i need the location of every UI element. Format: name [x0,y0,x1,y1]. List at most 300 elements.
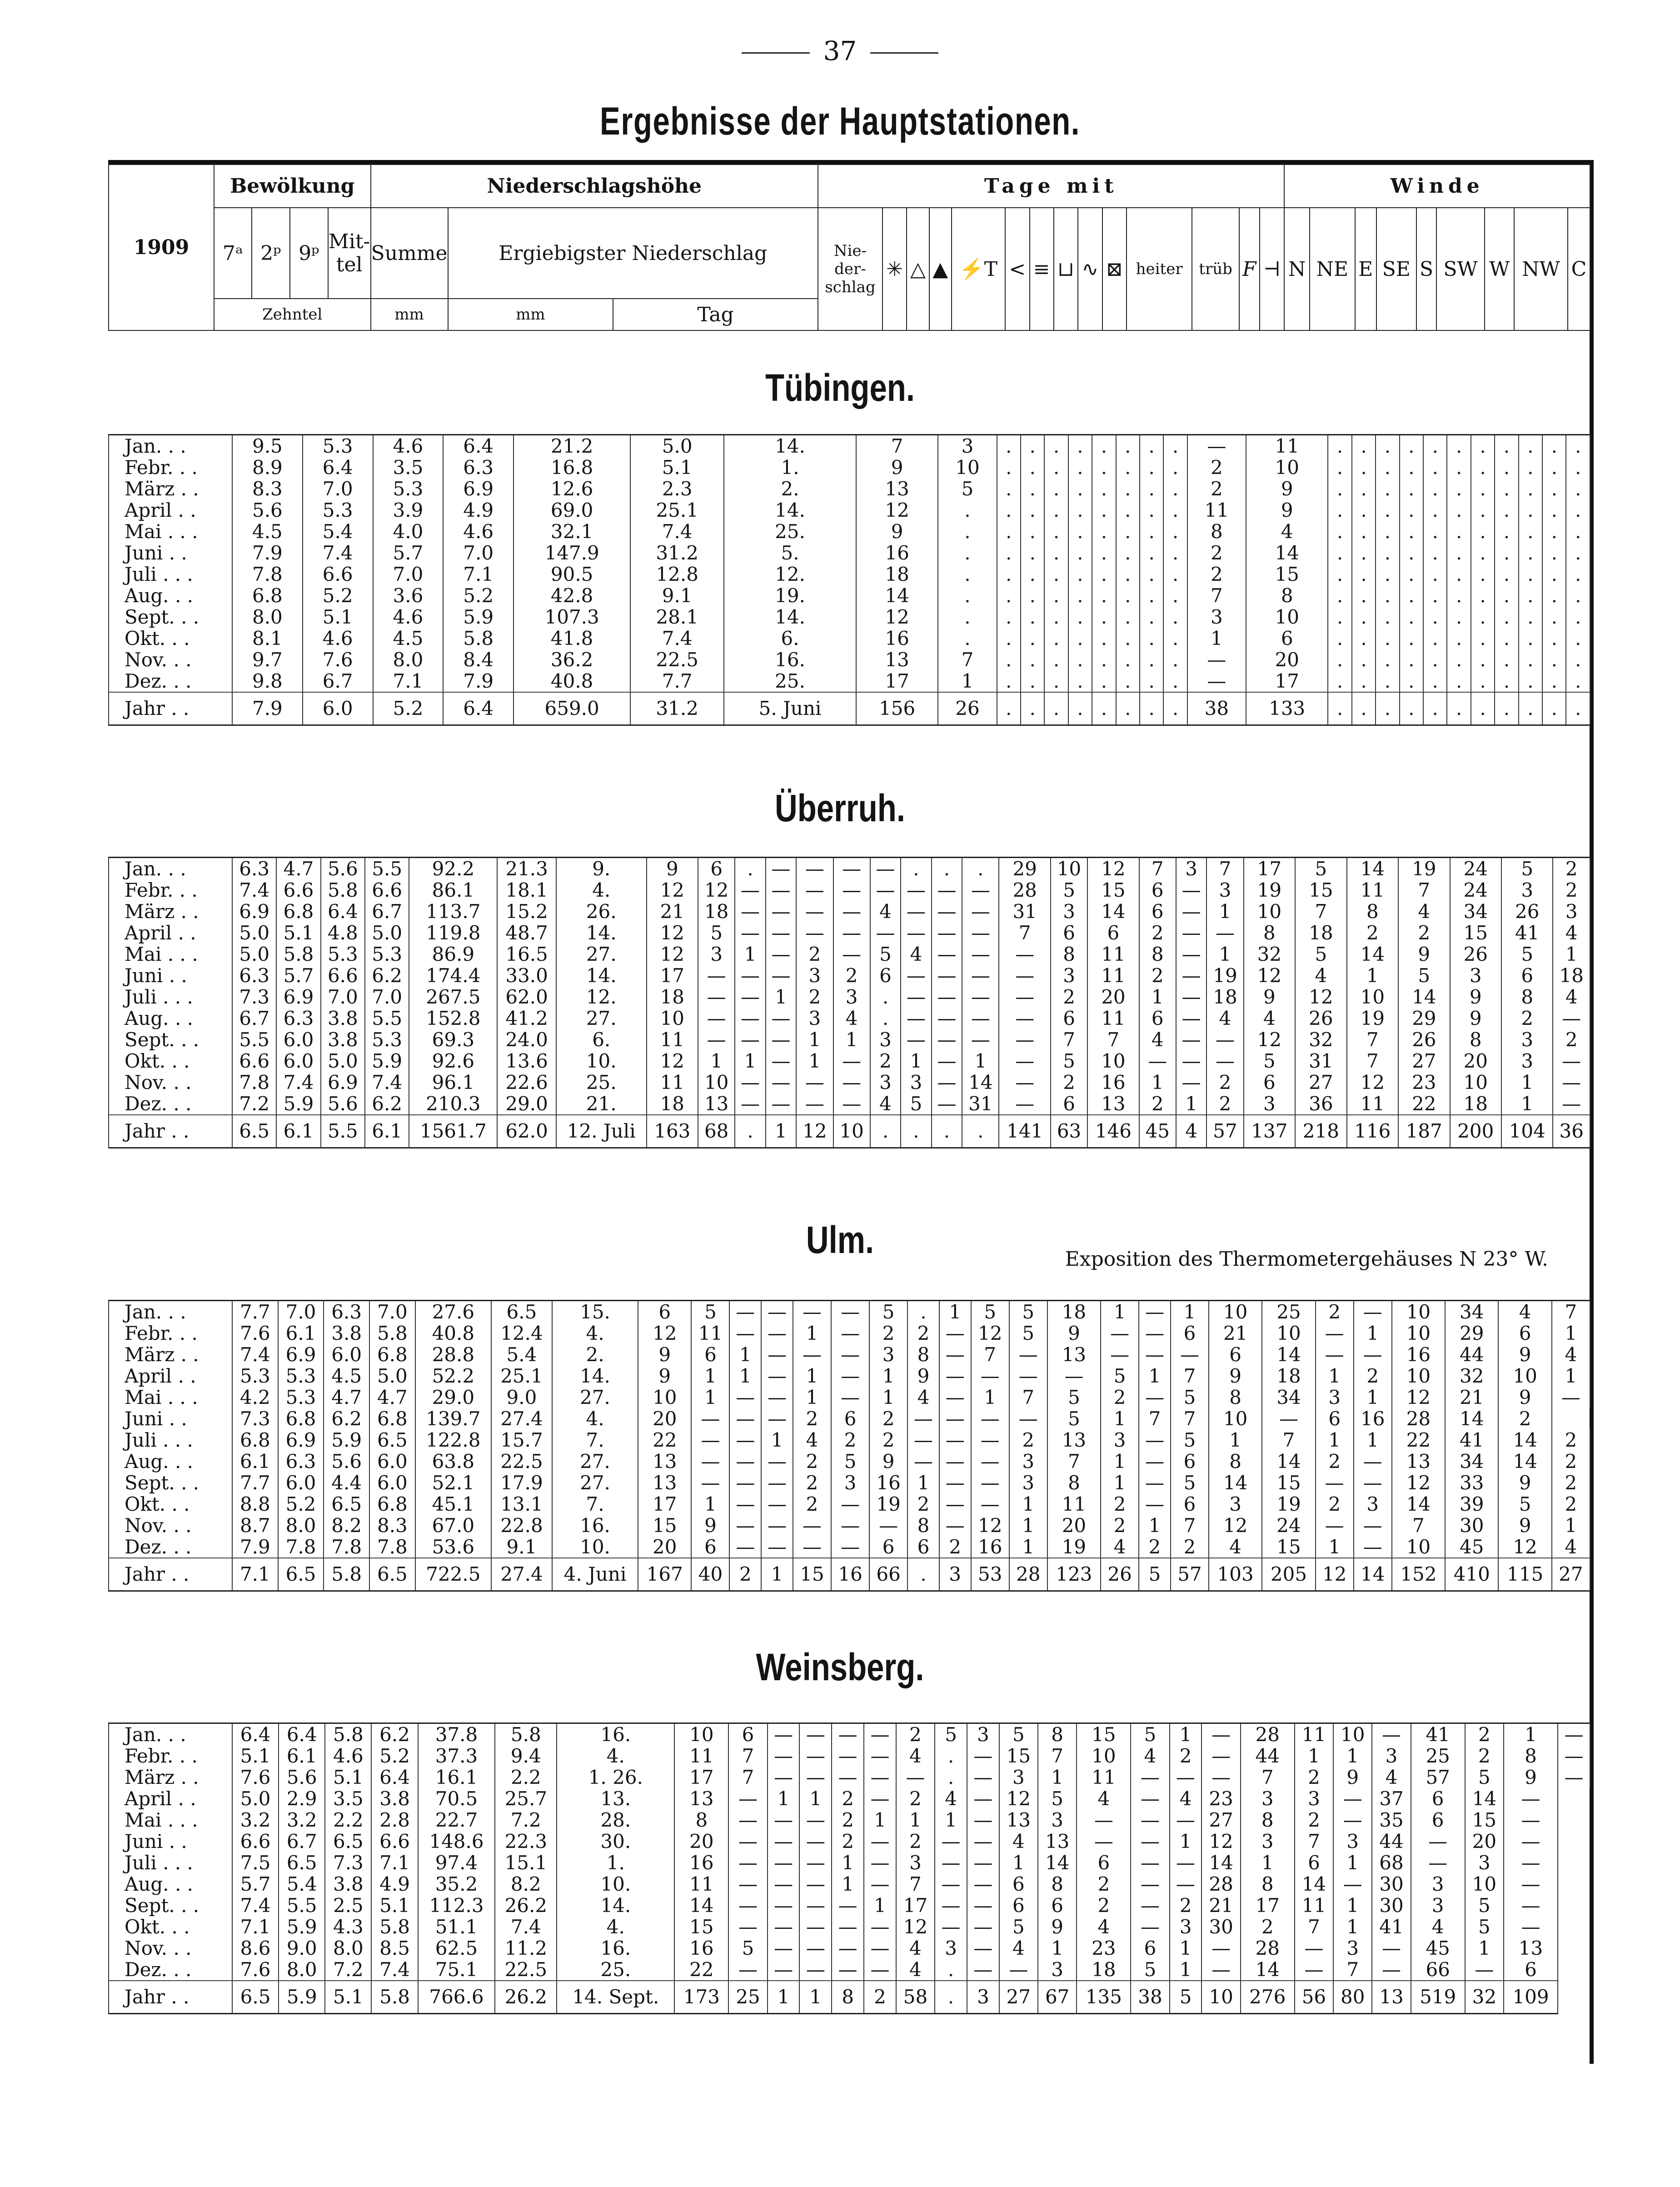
table-cell: . [1163,435,1187,457]
table-cell: 3 [1170,1916,1202,1937]
table-cell: 12.4 [491,1323,552,1344]
table-cell: 31.2 [630,692,724,725]
table-cell: 5.8 [276,944,320,965]
table-cell: 6 [691,1344,729,1365]
table-cell: 3 [1295,1788,1333,1809]
table-cell: 2 [793,1408,831,1429]
table-cell: 2. [724,478,856,499]
table-cell: — [1552,1387,1590,1408]
table-cell: 1561.7 [409,1115,497,1148]
table-cell: 1 [962,1050,999,1072]
table-cell: 17 [896,1895,935,1916]
table-cell: . [1519,606,1542,628]
table-cell: 1 [1465,1937,1504,1959]
table-cell: 4 [793,1429,831,1451]
table-cell: 2 [729,1558,761,1591]
table-cell: . [1519,478,1542,499]
table-cell: 5.5 [232,1029,276,1050]
table-cell: — [1553,1093,1590,1115]
table-cell: . [1519,435,1542,457]
table-cell: 14. [724,606,856,628]
table-cell: 1 [1206,944,1243,965]
month-label: Mai . . . [109,521,232,542]
table-cell: — [999,1008,1050,1029]
table-cell: . [1116,564,1140,585]
table-cell: — [729,1387,761,1408]
table-cell: 1 [1101,1451,1139,1472]
month-label: April . . [109,499,232,521]
table-cell: 22.6 [497,1072,556,1093]
table-cell: 1 [864,1895,896,1916]
table-cell: 12. Juli [556,1115,647,1148]
table-cell: 13.6 [497,1050,556,1072]
table-cell: . [1566,542,1590,564]
table-cell: — [768,1723,800,1746]
table-cell: . [1400,692,1423,725]
table-cell: 41.8 [513,628,630,649]
table-cell: — [1295,1937,1333,1959]
table-cell: 1 [1101,1301,1139,1323]
table-cell: 5 [1501,944,1553,965]
table-cell: 267.5 [409,986,497,1008]
month-label: Nov. . . [109,1937,232,1959]
table-cell: 10 [1392,1323,1445,1344]
table-cell: 4. [552,1323,638,1344]
table-cell: 1 [1333,1895,1372,1916]
table-cell: 1 [1333,1745,1372,1767]
table-cell: 6.5 [232,1981,279,2014]
table-cell: . [1352,542,1376,564]
table-cell: 7.0 [443,542,513,564]
table-cell: — [728,1809,767,1831]
table-cell: . [1376,521,1399,542]
table-cell: — [728,1788,767,1809]
table-cell: 10. [557,1873,674,1895]
table-cell: . [1068,478,1092,499]
table-cell: 6 [1504,1959,1558,1981]
table-cell: . [1519,542,1542,564]
table-cell: 4 [833,1008,870,1029]
table-cell: — [833,1050,870,1072]
station-title-weinsberg: Weinsberg. [756,1646,924,1688]
table-cell: . [1542,457,1566,478]
table-cell: 9 [869,1451,907,1472]
table-cell: — [833,879,870,901]
table-cell: 86.1 [409,879,497,901]
table-cell: 2 [1498,1408,1551,1429]
table-cell: 4.6 [325,1745,371,1767]
table-cell: 9 [1450,1008,1501,1029]
table-cell: 40.8 [513,670,630,692]
table-cell: 26.2 [495,1895,557,1916]
table-cell: — [1206,1029,1243,1050]
table-cell: — [768,1873,800,1895]
table-row [109,1723,1590,1746]
table-cell: 1. 26. [557,1767,674,1788]
table-cell: . [1092,692,1116,725]
table-cell: . [997,585,1021,606]
table-cell: 1 [901,1050,931,1072]
table-cell: — [799,1873,832,1895]
table-cell: 10. [552,1536,638,1558]
table-row [109,521,1590,542]
table-cell: 6.4 [443,692,513,725]
table-cell: — [698,1029,735,1050]
table-cell: 15 [1262,1536,1315,1558]
table-cell: 6.8 [232,1429,278,1451]
table-cell: . [1400,435,1423,457]
table-cell: 152 [1392,1558,1445,1591]
table-cell: . [1400,478,1423,499]
table-cell: 11 [647,1072,698,1093]
table-cell: . [1423,521,1447,542]
table-cell: . [1495,478,1518,499]
table-cell: . [1021,435,1044,457]
table-cell: 5 [1398,965,1450,986]
table-cell: 5 [1131,1959,1169,1981]
table-cell: — [1139,1493,1171,1515]
table-cell: 10 [1087,1050,1139,1072]
table-cell: 6 [728,1723,767,1746]
table-cell: 8 [674,1809,728,1831]
table-cell: 2 [1553,858,1590,880]
table-cell: . [1400,628,1423,649]
table-cell: 12. [556,986,647,1008]
table-cell: — [735,965,765,986]
table-cell: 1 [1501,1072,1553,1093]
table-cell: — [935,1831,967,1852]
table-cell: 38 [1131,1981,1169,2014]
table-cell: 2.5 [325,1895,371,1916]
month-label: Juli . . . [109,986,232,1008]
table-cell: — [864,1852,896,1873]
table-cell: 5.5 [321,1115,365,1148]
table-cell: — [761,1515,793,1536]
table-cell: . [1140,478,1163,499]
table-cell: 1 [735,1050,765,1072]
table-cell: 2 [1170,1745,1202,1767]
table-cell: 6.9 [232,901,276,922]
table-cell: . [1423,499,1447,521]
table-cell: 8 [907,1515,939,1536]
table-cell: — [939,1408,971,1429]
table-cell: 6.6 [276,879,320,901]
table-cell: — [932,922,962,944]
table-cell: 5.8 [371,1916,418,1937]
table-cell: 5 [869,1301,907,1323]
month-label: April . . [109,922,232,944]
table-cell: 5 [999,1916,1038,1937]
table-cell: . [997,435,1021,457]
table-cell: 7.0 [365,986,409,1008]
month-label: Jan. . . [109,1723,232,1746]
table-cell: . [1376,649,1399,670]
table-cell: 4 [1209,1536,1262,1558]
table-cell: — [831,1301,869,1323]
table-cell: 12 [1087,858,1139,880]
table-cell: 4.7 [369,1387,415,1408]
table-cell: — [1176,901,1206,922]
table-cell: 22 [1392,1429,1445,1451]
table-cell: 68 [698,1115,735,1148]
table-cell: . [1163,649,1187,670]
table-cell: 5 [1009,1323,1047,1344]
table-cell: 16. [724,649,856,670]
table-cell: 5.3 [365,944,409,965]
table-cell: 9 [856,521,938,542]
table-cell: 22.5 [495,1959,557,1981]
table-cell: 7 [1347,1050,1398,1072]
table-cell: 10 [1392,1536,1445,1558]
table-cell: 12 [647,944,698,965]
table-cell: 6.9 [276,986,320,1008]
table-cell: 27.4 [491,1558,552,1591]
table-cell: 9 [691,1515,729,1536]
table-cell: 17 [1241,1895,1295,1916]
table-cell: — [766,1072,796,1093]
table-cell: — [1170,1767,1202,1788]
table-cell: 7 [971,1344,1009,1365]
table-cell: 200 [1450,1115,1501,1148]
table-cell: — [832,1959,864,1981]
table-cell: . [1495,606,1518,628]
table-cell: . [938,606,997,628]
table-cell: 1. [557,1852,674,1873]
month-label: Jan. . . [109,1301,232,1323]
table-cell: 23 [1077,1937,1131,1959]
table-cell: 4 [870,1093,901,1115]
table-cell: 29 [1445,1323,1498,1344]
table-cell: — [1101,1323,1139,1344]
table-cell: 6 [1051,1093,1087,1115]
table-cell: 15 [1077,1723,1131,1746]
table-cell: 12 [999,1788,1038,1809]
table-cell: 15.2 [497,901,556,922]
table-cell: 5.3 [278,1365,324,1387]
table-cell: 1 [761,1558,793,1591]
table-cell: 6.4 [303,457,373,478]
table-cell: 37.8 [418,1723,495,1746]
table-cell: 11 [1246,435,1328,457]
table-cell: 4.8 [321,922,365,944]
table-cell: 5 [935,1723,967,1746]
table-cell: 18 [1047,1301,1101,1323]
table-cell: 5.8 [325,1723,371,1746]
table-cell: 21.2 [513,435,630,457]
table-cell: 8 [1139,944,1176,965]
table-cell: 6.3 [324,1301,369,1323]
table-cell: — [796,858,833,880]
table-cell: 2 [896,1788,935,1809]
table-cell: — [1201,1959,1240,1981]
table-cell: 5.1 [630,457,724,478]
table-cell: 4.2 [232,1387,278,1408]
table-cell: 30. [557,1831,674,1852]
table-cell: 2 [1101,1387,1139,1408]
table-cell: — [761,1301,793,1323]
table-cell: 1 [1354,1429,1392,1451]
table-cell: 4.6 [373,435,444,457]
table-cell: . [1566,499,1590,521]
table-cell: 6.6 [232,1050,276,1072]
table-cell: — [735,1029,765,1050]
table-cell: 29.0 [497,1093,556,1115]
table-cell: . [1328,649,1351,670]
table-cell: . [1092,585,1116,606]
table-row [109,1873,1590,1895]
table-cell: 6.0 [303,692,373,725]
table-cell: 6 [1038,1895,1077,1916]
table-cell: . [1163,670,1187,692]
table-cell: . [932,1115,962,1148]
table-cell: 32 [1295,1029,1346,1050]
table-cell: 13 [1047,1429,1101,1451]
month-label: Mai . . . [109,944,232,965]
table-cell: 7. [552,1429,638,1451]
table-row [109,879,1590,901]
table-cell: 1 [869,1365,907,1387]
table-cell: 14 [1347,858,1398,880]
month-label: Aug. . . [109,1451,232,1472]
table-cell: 28.8 [415,1344,491,1365]
table-cell: . [1068,670,1092,692]
table-cell: — [793,1344,831,1365]
table-cell: . [1447,585,1471,606]
table-cell: — [761,1472,793,1493]
table-cell: 109 [1504,1981,1558,2014]
table-cell: — [1131,1767,1169,1788]
table-cell: 5.6 [321,858,365,880]
wind-col-s: S [1416,208,1436,330]
table-cell: 1 [1316,1365,1354,1387]
table-cell: 40 [691,1558,729,1591]
table-row [109,1387,1590,1408]
table-cell: 10 [638,1387,691,1408]
table-cell: 659.0 [513,692,630,725]
table-cell: 25. [724,521,856,542]
table-cell: 20 [1450,1050,1501,1072]
table-cell: 3 [1411,1895,1465,1916]
table-cell: . [1092,478,1116,499]
table-cell: 11 [1087,944,1139,965]
table-cell: 12 [647,922,698,944]
table-cell: 14. [556,965,647,986]
table-cell: . [1021,628,1044,649]
table-cell: . [1140,692,1163,725]
table-cell: 2 [1101,1515,1139,1536]
table-cell: 3.8 [325,1873,371,1895]
table-cell: 9 [1504,1767,1558,1788]
table-cell: . [1068,692,1092,725]
table-cell: 27. [552,1472,638,1493]
table-cell: . [1423,478,1447,499]
table-cell: 187 [1398,1115,1450,1148]
table-cell: 2 [793,1472,831,1493]
table-cell: 22.8 [491,1515,552,1536]
table-cell: — [831,1344,869,1365]
table-cell: . [1068,564,1092,585]
table-row [109,1493,1590,1515]
table-cell: 6.3 [232,858,276,880]
table-cell: — [907,1429,939,1451]
table-cell: — [761,1344,793,1365]
table-cell: 56 [1295,1981,1333,2014]
table-cell: 41 [1372,1916,1411,1937]
table-cell: 5.0 [630,435,724,457]
table-cell: . [1447,478,1471,499]
table-cell: . [1447,435,1471,457]
table-cell: 2.2 [495,1767,557,1788]
table-cell: 2 [1316,1301,1354,1323]
table-cell: 19 [1047,1536,1101,1558]
table-cell: 5 [1038,1788,1077,1809]
table-cell: — [1139,1344,1171,1365]
table-cell: — [832,1723,864,1746]
table-cell: 90.5 [513,564,630,585]
table-cell: 6.6 [371,1831,418,1852]
table-cell: — [1201,1723,1240,1746]
table-cell: 5.1 [371,1895,418,1916]
table-cell: 21 [647,901,698,922]
month-label: Juni . . [109,1408,232,1429]
table-cell: — [932,1029,962,1050]
table-cell: . [1542,542,1566,564]
table-cell: 18 [1262,1365,1315,1387]
table-cell: 5 [698,922,735,944]
table-cell: 8 [1241,1809,1295,1831]
table-cell: 1 [1139,1072,1176,1093]
month-label: Juni . . [109,1831,232,1852]
table-cell: 9 [1038,1916,1077,1937]
table-cell: 5.2 [373,692,444,725]
table-cell: . [935,1767,967,1788]
table-cell: 12 [796,1115,833,1148]
table-cell: 31 [999,901,1050,922]
table-cell: 218 [1295,1115,1346,1148]
niederschlag-header: Niederschlagshöhe [371,165,818,208]
table-cell: 3.8 [371,1788,418,1809]
table-cell: 3 [831,1472,869,1493]
table-cell: 9 [647,858,698,880]
table-cell: 25.7 [495,1788,557,1809]
tag-header: Tag [613,299,818,330]
table-cell: — [1176,965,1206,986]
table-cell: 14 [1241,1959,1295,1981]
table-cell: 5.8 [324,1558,369,1591]
tage-mit-header: Tage mit [818,165,1284,208]
table-cell: . [1021,670,1044,692]
table-cell: 5 [1295,858,1346,880]
table-cell: 1 [896,1809,935,1831]
table-cell: 8.0 [279,1959,325,1981]
table-cell: — [1187,435,1246,457]
table-cell: 4.7 [324,1387,369,1408]
table-cell: . [932,858,962,880]
table-cell: 1 [1552,1365,1590,1387]
table-cell: 45 [1411,1937,1465,1959]
table-cell: 6.4 [279,1723,325,1746]
table-cell: . [1163,499,1187,521]
table-cell: . [1068,628,1092,649]
table-cell: — [799,1852,832,1873]
table-cell: 1 [1187,628,1246,649]
bew-col-9p: 9ᵖ [290,208,328,299]
table-cell: 4 [1176,1115,1206,1148]
table-cell: 63 [1051,1115,1087,1148]
table-cell: 12 [1392,1472,1445,1493]
table-cell: 133 [1246,692,1328,725]
table-cell: 9 [1498,1515,1551,1536]
